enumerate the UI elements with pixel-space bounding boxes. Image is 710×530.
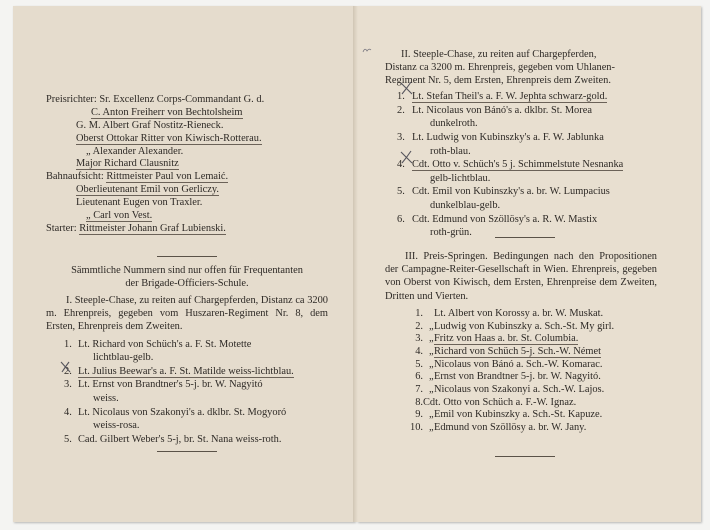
entry-number: 1. <box>64 338 72 350</box>
race-entry <box>46 378 328 392</box>
pencil-cross-mark-icon <box>399 80 415 96</box>
race-1-entries <box>46 338 328 447</box>
ditto-mark: „ <box>429 333 434 345</box>
entry-number: 5. <box>397 186 405 198</box>
entry-number: 1. <box>397 91 405 103</box>
officials-row <box>46 119 328 132</box>
officials-name: G. M. Albert Graf Nostitz-Rieneck. <box>76 119 224 131</box>
race-entry <box>385 383 657 396</box>
race-entry-continuation <box>385 172 657 186</box>
entry-text: Ernst von Brandtner 5-j. br. W. Nagyitó. <box>434 371 601 383</box>
entry-text: Nicolaus von Szakonyi a. Sch.-W. Lajos. <box>434 383 605 395</box>
entry-number: 4. <box>64 406 72 418</box>
race-2-heading-line: Regiment Nr. 5, dem Ersten, Ehrenpreis dem Zweiten. <box>385 75 611 87</box>
entry-text: Cdt. Otto v. Schüch's 5 j. Schimmelstute Nesnanka <box>412 159 624 171</box>
officials-name: „ Carl von Vest. <box>86 210 153 222</box>
eligibility-note <box>46 264 328 291</box>
officials-name: Major Richard Clausnitz <box>76 158 179 170</box>
entry-text: Lt. Ludwig von Kubinszky's a. F. W. Jablunka <box>412 132 604 144</box>
entry-text: Nicolaus von Bánó a. Sch.-W. Komarac. <box>434 358 603 370</box>
officials-row <box>46 196 328 209</box>
ditto-mark: „ <box>429 383 434 395</box>
entry-text: weiss. <box>93 392 119 404</box>
entry-number: 4. <box>415 345 423 357</box>
officials-name: Rittmeister Paul von Lemaić. <box>106 171 229 183</box>
entry-number: 6. <box>415 371 423 383</box>
entry-number: 3. <box>397 132 405 144</box>
officials-row <box>46 106 328 119</box>
divider <box>495 237 555 238</box>
entry-text: Lt. Ernst von Brandtner's 5-j. br. W. Nagyitó <box>78 379 263 391</box>
note-line: Sämmtliche Nummern sind nur offen für Frequentanten <box>71 265 303 276</box>
entry-text: roth-grün. <box>430 227 472 239</box>
entry-text: dunkelblau-gelb. <box>430 200 501 212</box>
officials-name: „ Alexander Alexander. <box>86 145 184 157</box>
race-entry <box>385 396 657 409</box>
race-entry <box>385 185 657 199</box>
officials-row <box>46 170 328 183</box>
ditto-mark: „ <box>429 371 434 383</box>
pencil-cross-mark-icon <box>58 359 74 375</box>
race-entry <box>46 338 328 352</box>
race-entry <box>385 370 657 383</box>
race-entry <box>385 320 657 333</box>
officials-row <box>46 93 328 106</box>
entry-text: Richard von Schüch 5-j. Sch.-W. Német <box>434 345 601 357</box>
race-entry-continuation <box>46 392 328 406</box>
entry-text: roth-blau. <box>430 145 471 157</box>
entry-number: 5. <box>415 358 423 370</box>
entry-text: lichtblau-gelb. <box>93 352 154 364</box>
officials-name: Rittmeister Johann Graf Lubienski. <box>79 222 226 234</box>
race-2-heading-line: Distanz ca 3200 m. Ehrenpreis, gegeben vom Uhlanen- <box>385 62 615 74</box>
entry-text: Edmund von Szöllösy a. br. W. Jany. <box>434 422 587 433</box>
ditto-mark: „ <box>429 345 434 357</box>
entry-text: dunkelroth. <box>430 118 478 130</box>
entry-number: 4. <box>397 159 405 171</box>
officials-row <box>46 183 328 196</box>
note-line: der Brigade-Officiers-Schule. <box>125 278 249 290</box>
entry-number: 10. <box>410 422 423 433</box>
race-2-heading-line: II. Steeple-Chase, zu reiten auf Chargepferden, <box>401 49 597 60</box>
entry-text: Lt. Albert von Korossy a. br. W. Muskat. <box>434 307 604 319</box>
ditto-mark: „ <box>429 320 434 332</box>
entry-text: Lt. Nicolaus von Bánó's a. dklbr. St. Morea <box>412 104 592 116</box>
race-entry-continuation <box>385 199 657 213</box>
race-1 <box>46 294 328 446</box>
race-entry <box>385 345 657 358</box>
race-entry-continuation <box>46 419 328 433</box>
race-3-heading: III. Preis-Springen. Bedingungen nach den Propositionen der Campagne-Reiter-Gesellschaft in Wien. Ehrenpreis, gegeben von Oberst von Kiwisch, dem Ersten, Ehrenpreise dem Zweiten, Dritten und Vierten. <box>385 251 657 302</box>
race-3 <box>385 250 657 434</box>
pencil-cross-mark-icon <box>399 149 415 165</box>
entry-number: 9. <box>415 409 423 421</box>
officials-row <box>46 145 328 158</box>
race-entry <box>385 307 657 320</box>
ditto-mark: „ <box>429 409 434 421</box>
race-entry <box>385 104 657 118</box>
race-entry <box>46 406 328 420</box>
pencil-scribble-icon <box>362 46 372 54</box>
officials-name: Sr. Excellenz Corps-Commandant G. d. <box>99 94 265 105</box>
officials-row <box>46 157 328 170</box>
officials-row <box>46 132 328 145</box>
entry-number: 1. <box>415 307 423 319</box>
entry-text: Emil von Kubinszky a. Sch.-St. Kapuze. <box>434 409 603 421</box>
race-entry <box>385 421 657 434</box>
ditto-mark: „ <box>429 422 434 433</box>
race-2 <box>385 48 657 240</box>
entry-text: Ludwig von Kubinszky a. Sch.-St. My girl. <box>434 320 615 332</box>
entry-text: Lt. Julius Beewar's a. F. St. Matilde weiss-lichtblau. <box>78 365 294 377</box>
entry-text: weiss-rosa. <box>93 420 140 432</box>
race-1-heading: I. Steeple-Chase, zu reiten auf Chargepferden, Distanz ca 3200 m. Ehrenpreis, gegeben vom Huszaren-Regiment Nr. 8, dem Ersten, Ehrenpreis dem Zweiten. <box>46 295 328 333</box>
entry-number: 6. <box>397 213 405 225</box>
race-entry <box>46 365 328 379</box>
entry-number: 2. <box>64 365 72 377</box>
entry-text: Lt. Richard von Schüch's a. F. St. Motette <box>78 338 252 350</box>
race-entry <box>385 158 657 172</box>
race-entry-continuation <box>385 145 657 159</box>
race-entry <box>46 433 328 447</box>
officials-row <box>46 222 328 235</box>
race-2-entries <box>385 90 657 240</box>
page-fold <box>353 6 358 522</box>
entry-text: Lt. Stefan Theil's a. F. W. Jephta schwarz-gold. <box>412 91 608 103</box>
entry-number: 7. <box>415 383 423 395</box>
entry-text: Cdt. Otto von Schüch a. F.-W. Ignaz. <box>423 396 577 408</box>
officials-label: Preisrichter: <box>46 94 97 105</box>
entry-text: Lt. Nicolaus von Szakonyi's a. dklbr. St. Mogyoró <box>78 406 287 418</box>
officials-name: Oberlieutenant Emil von Gerliczy. <box>76 184 220 196</box>
ditto-mark: „ <box>429 358 434 370</box>
race-entry-continuation <box>46 351 328 365</box>
race-entry <box>385 90 657 104</box>
entry-text: Cdt. Emil von Kubinszky's a. br. W. Lumpacius <box>412 186 610 198</box>
officials-list <box>46 93 328 235</box>
entry-number: 2. <box>397 104 405 116</box>
entry-number: 3. <box>415 333 423 345</box>
officials-name: Lieutenant Eugen von Traxler. <box>76 197 203 209</box>
divider <box>495 456 555 457</box>
entry-number: 3. <box>64 379 72 391</box>
officials-label: Bahnaufsicht: <box>46 171 104 183</box>
entry-text: gelb-lichtblau. <box>430 172 491 184</box>
officials-name: Oberst Ottokar Ritter von Kiwisch-Rotterau. <box>76 132 262 144</box>
divider <box>157 451 217 452</box>
race-3-entries <box>385 307 657 434</box>
race-entry <box>385 213 657 227</box>
race-entry <box>385 131 657 145</box>
entry-number: 5. <box>64 433 72 445</box>
entry-text: Fritz von Haas a. br. St. Columbia. <box>434 333 579 345</box>
officials-name: C. Anton Freiherr von Bechtolsheim <box>91 106 243 118</box>
divider <box>157 256 217 257</box>
officials-label: Starter: <box>46 222 77 234</box>
entry-number: 2. <box>415 320 423 332</box>
entry-text: Cdt. Edmund von Szöllösy's a. R. W. Mastix <box>412 213 598 225</box>
entry-text: Cad. Gilbert Weber's 5-j, br. St. Nana weiss-roth. <box>78 433 282 445</box>
officials-row <box>46 209 328 222</box>
entry-number: 8. <box>415 396 423 408</box>
race-entry-continuation <box>385 117 657 131</box>
race-entry <box>385 358 657 371</box>
race-entry <box>385 332 657 345</box>
race-entry <box>385 408 657 421</box>
